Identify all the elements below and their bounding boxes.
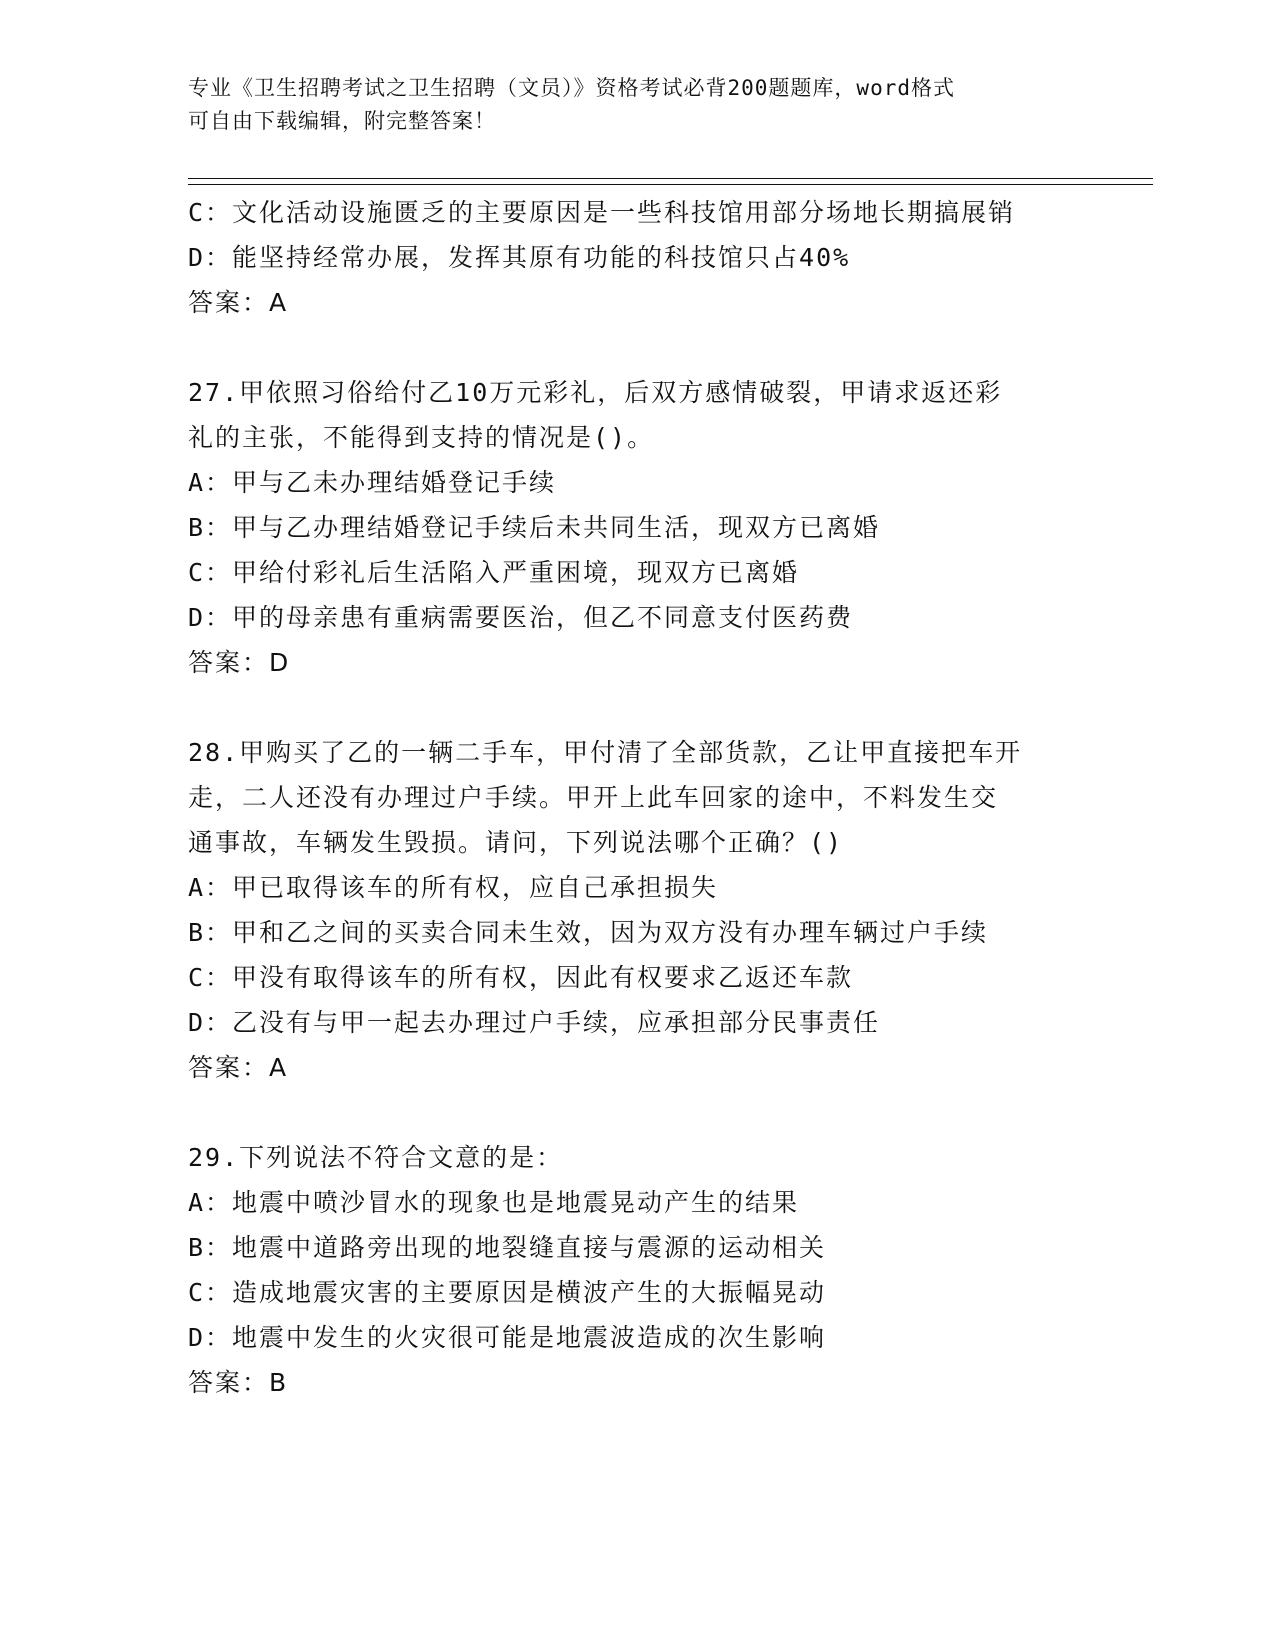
header-title-line-1: 专业《卫生招聘考试之卫生招聘（文员）》资格考试必背200题题库，word格式 [188,76,955,100]
answer-line: 答案：A [188,1053,289,1082]
spacer [188,685,1088,730]
question-stem-line: 走，二人还没有办理过户手续。甲开上此车回家的途中，不料发生交 [188,783,999,812]
option-a: A：甲已取得该车的所有权，应自己承担损失 [188,873,719,902]
header-divider-top [188,178,1153,179]
option-b: B：甲和乙之间的买卖合同未生效，因为双方没有办理车辆过户手续 [188,918,989,947]
option-c: C：甲给付彩礼后生活陷入严重困境，现双方已离婚 [188,558,800,587]
question-stem-line: 29.下列说法不符合文意的是： [188,1143,564,1172]
option-d: D：能坚持经常办展，发挥其原有功能的科技馆只占40% [188,243,851,272]
option-d: D：乙没有与甲一起去办理过户手续，应承担部分民事责任 [188,1008,881,1037]
answer-line: 答案：A [188,288,289,317]
question-stem-line: 礼的主张，不能得到支持的情况是()。 [188,423,655,452]
spacer [188,1090,1088,1135]
header-title-line-2: 可自由下载编辑，附完整答案！ [188,109,496,133]
question-27 [188,370,1088,685]
option-c: C：造成地震灾害的主要原因是横波产生的大振幅晃动 [188,1278,827,1307]
option-c: C：甲没有取得该车的所有权，因此有权要求乙返还车款 [188,963,854,992]
option-d: D：地震中发生的火灾很可能是地震波造成的次生影响 [188,1323,827,1352]
option-c: C：文化活动设施匮乏的主要原因是一些科技馆用部分场地长期搞展销 [188,198,1016,227]
spacer [188,325,1088,370]
question-28 [188,730,1088,1090]
option-a: A：甲与乙未办理结婚登记手续 [188,468,557,497]
question-29 [188,1135,1088,1405]
option-b: B：地震中道路旁出现的地裂缝直接与震源的运动相关 [188,1233,827,1262]
option-b: B：甲与乙办理结婚登记手续后未共同生活，现双方已离婚 [188,513,881,542]
question-stem-line: 27.甲依照习俗给付乙10万元彩礼，后双方感情破裂，甲请求返还彩 [188,378,1003,407]
header-divider-bottom [188,184,1153,185]
answer-line: 答案：D [188,648,291,677]
option-a: A：地震中喷沙冒水的现象也是地震晃动产生的结果 [188,1188,800,1217]
question-stem-line: 通事故，车辆发生毁损。请问，下列说法哪个正确？() [188,828,844,857]
option-d: D：甲的母亲患有重病需要医治，但乙不同意支付医药费 [188,603,854,632]
document-body [188,190,1088,1405]
question-stem-line: 28.甲购买了乙的一辆二手车，甲付清了全部货款，乙让甲直接把车开 [188,738,1023,767]
page-header [188,72,1068,138]
question-26-tail [188,190,1088,325]
answer-line: 答案：B [188,1368,289,1397]
